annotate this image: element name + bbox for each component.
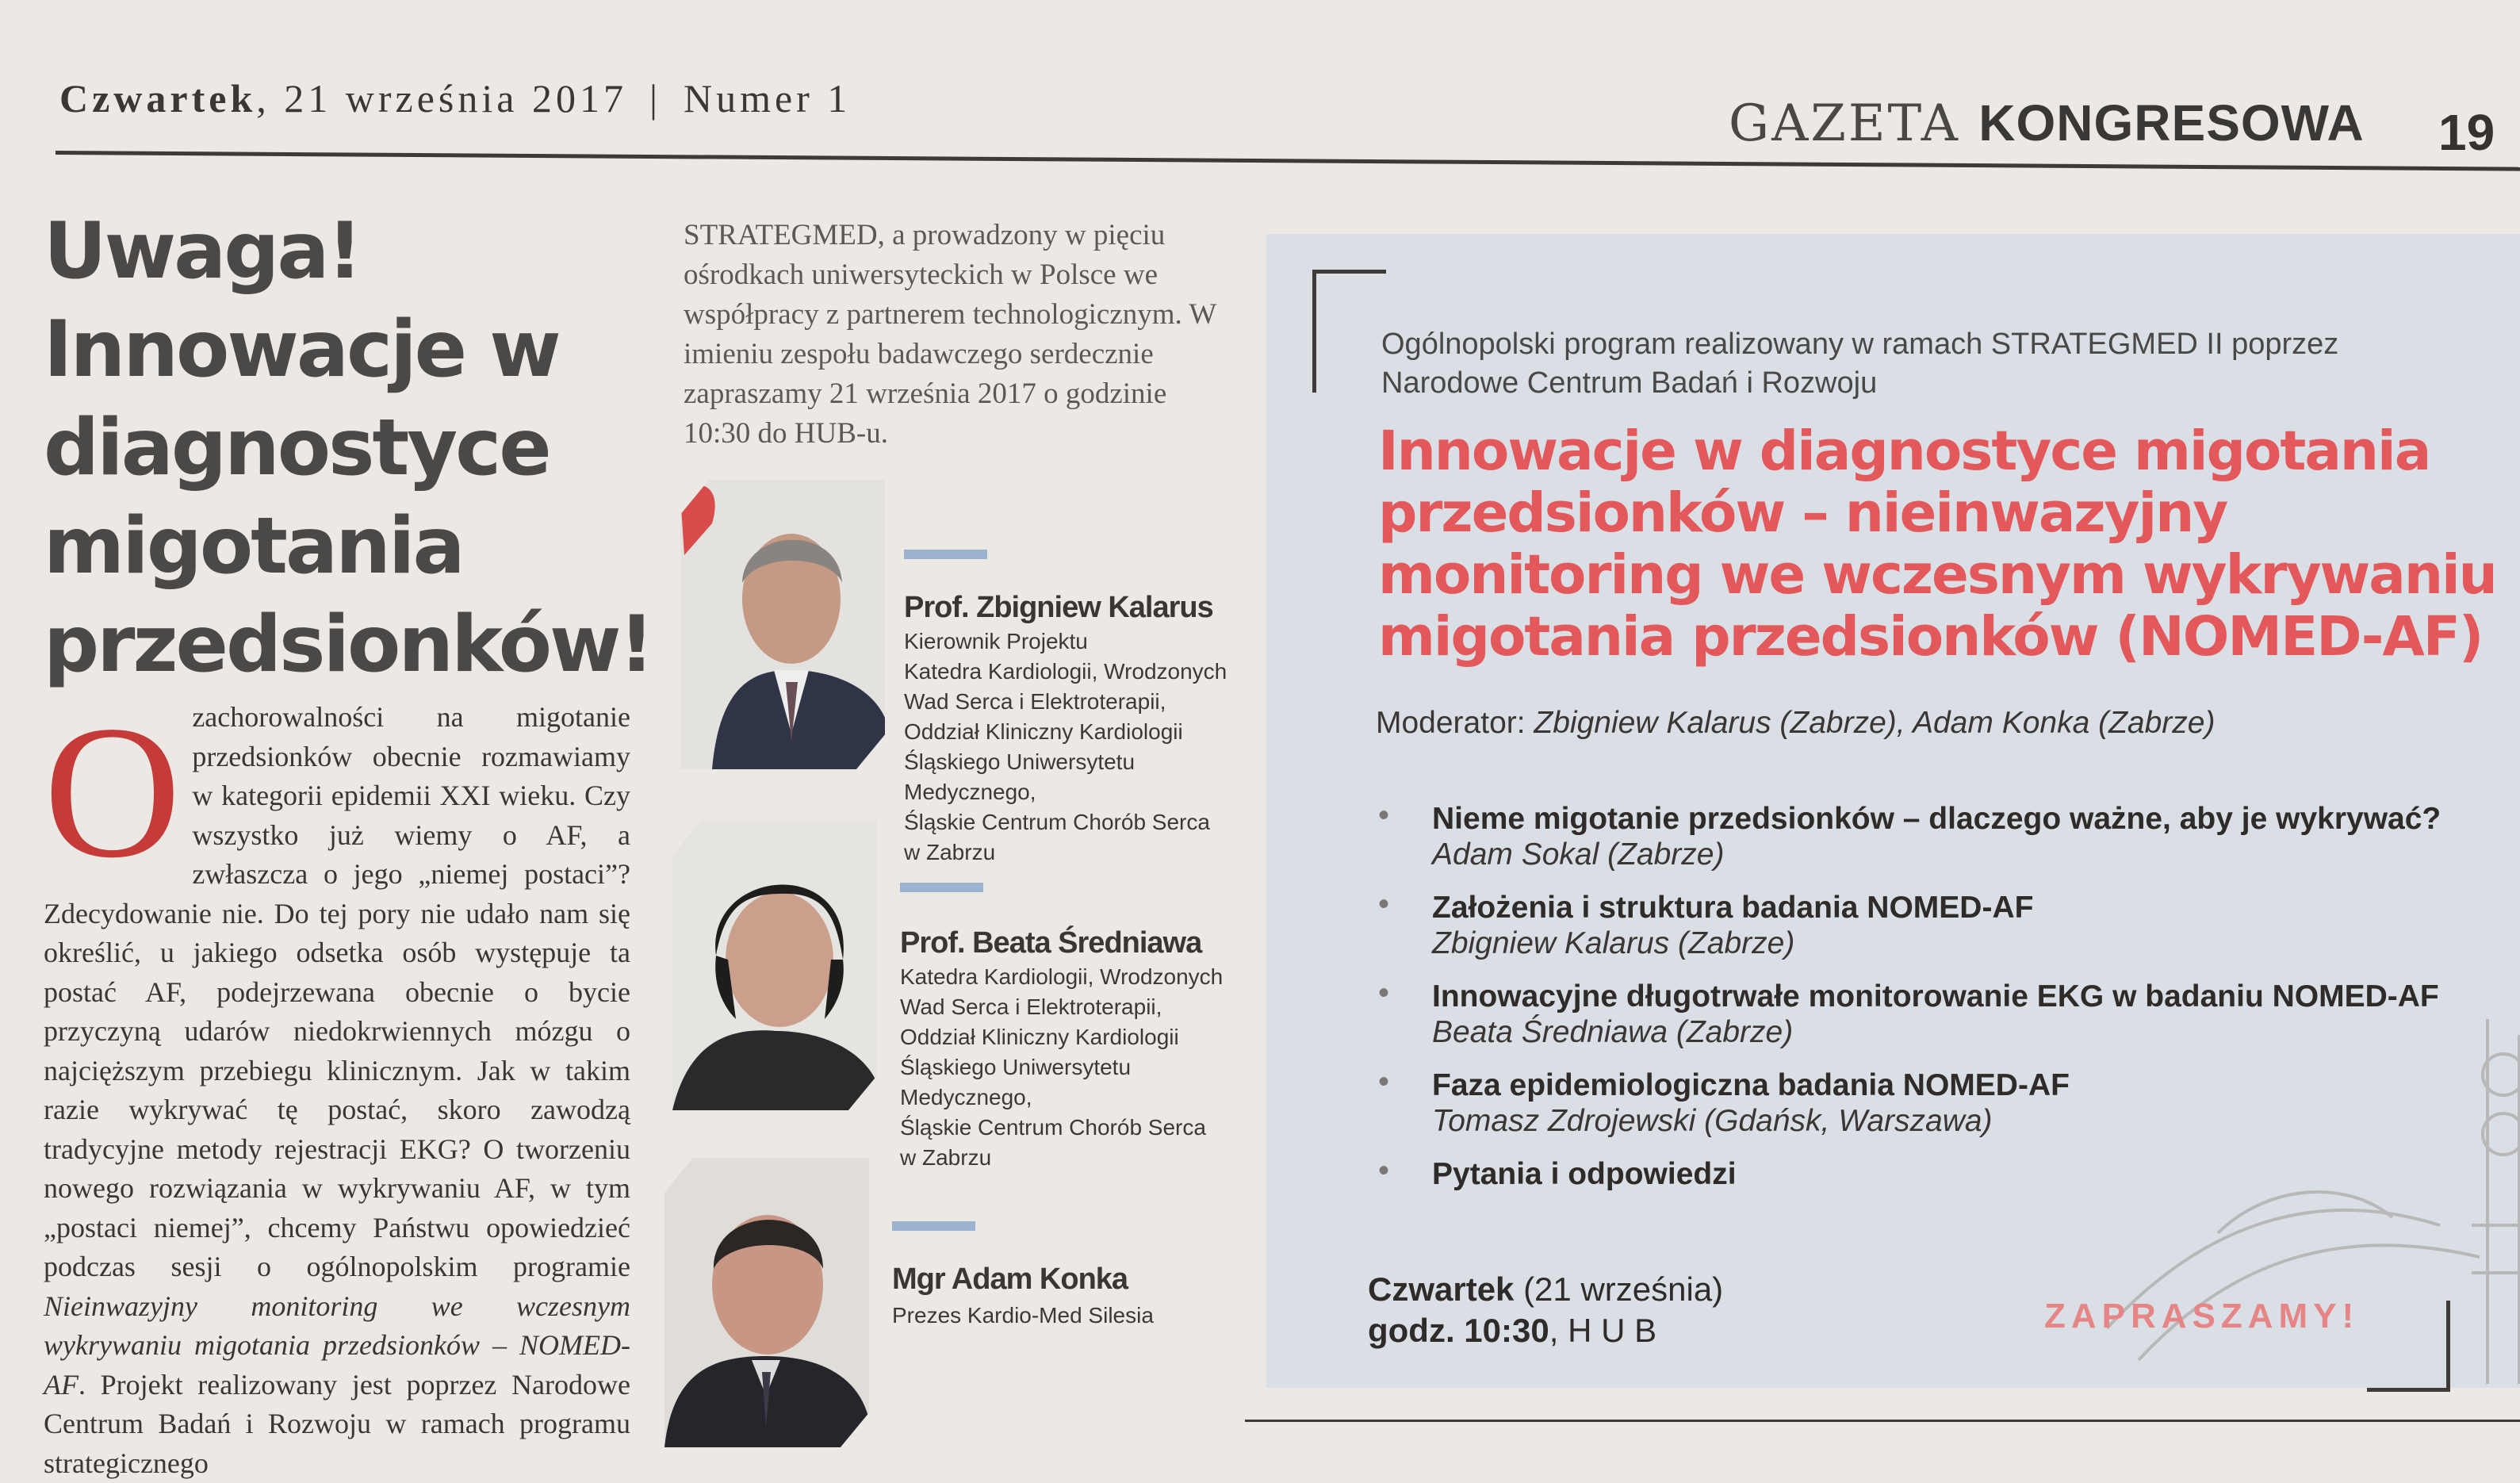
event-when	[1368, 1269, 1723, 1351]
page-number: 19	[2438, 104, 2495, 161]
agenda-item	[1378, 1156, 2488, 1193]
program-name: Nieinwazyjny monitoring we wczesnym wykrywaniu migotania przedsionków – NOMED-AF	[44, 1289, 630, 1401]
issue-number: Numer 1	[683, 76, 852, 121]
newspaper-name-light: GAZETA	[1729, 94, 1979, 153]
speaker-photo-konka	[664, 1158, 869, 1447]
event-day: Czwartek	[1368, 1270, 1515, 1308]
portrait-icon	[680, 480, 885, 769]
event-date: (21 września)	[1514, 1270, 1724, 1308]
frame-corner-top-left	[1312, 270, 1386, 393]
masthead-rule	[56, 151, 2520, 171]
article-body	[44, 686, 630, 1483]
event-time: godz. 10:30	[1368, 1312, 1549, 1349]
speaker-name-sredniawa: Prof. Beata Średniawa	[900, 926, 1202, 960]
speaker-name-kalarus: Prof. Zbigniew Kalarus	[904, 591, 1213, 624]
newspaper-name-bold: KONGRESOWA	[1978, 94, 2365, 151]
agenda-talk: • Założenia i struktura badania NOMED-AF	[1432, 891, 2034, 925]
speaker-accent-bar	[900, 883, 983, 892]
article-body-text: zachorowalności na migotanie przedsionków obecnie rozmawiamy w kategorii epidemii XXI wieku. Czy wszystko już wiemy o AF, a zwłaszcza o jego „niemej postaci”? Zdecydowanie nie. Do tej pory nie udało nam się określić, u jakiego odsetka osób występuje ta postać AF, podejrzewana obecnie o bycie przyczyną udarów niedokrwiennych mózgu o najcięższym przebiegu klinicznym. Jak w takim razie wykrywać tę postać, skoro zawodzą tradycyjne metody rejestracji EKG? O tworzeniu nowego rozwiązania w wykrywaniu AF, w tym „postaci niemej”, chcemy Państwu opowiedzieć podczas sesji o ogólnopolskim programie	[44, 701, 630, 1282]
event-time-line	[1368, 1310, 1723, 1351]
speaker-affiliation-kalarus: Kierownik Projektu Katedra Kardiologii, Wrodzonych Wad Serca i Elektroterapii, Oddział Kliniczny Kardiologii Śląskiego Uniwersytetu Medycznego, Śląskie Centrum Chorób Serca w Zabrzu	[904, 629, 1227, 864]
agenda-speaker: Beata Średniawa (Zabrze)	[1432, 1015, 1794, 1049]
agenda-talk: • Faza epidemiologiczna badania NOMED-AF	[1432, 1068, 2070, 1102]
speaker-photo-kalarus	[680, 480, 885, 769]
agenda-list	[1378, 801, 2488, 1210]
event-place: , H U B	[1549, 1312, 1657, 1349]
agenda-item	[1378, 890, 2488, 961]
invite-text: ZAPRASZAMY!	[2044, 1297, 2360, 1335]
speaker-name-konka: Mgr Adam Konka	[892, 1263, 1128, 1296]
portrait-icon	[664, 1158, 869, 1447]
moderator-label: Moderator:	[1376, 706, 1534, 740]
agenda-speaker: Zbigniew Kalarus (Zabrze)	[1432, 926, 1795, 960]
speaker-affiliation-sredniawa: Katedra Kardiologii, Wrodzonych Wad Serca i Elektroterapii, Oddział Kliniczny Kardiologii Śląskiego Uniwersytetu Medycznego, Śląskie Centrum Chorób Serca w Zabrzu	[900, 964, 1224, 1170]
speaker-accent-bar	[892, 1221, 975, 1231]
agenda-speaker: Adam Sokal (Zabrze)	[1432, 837, 1725, 872]
agenda-item	[1378, 979, 2488, 1050]
speaker-accent-bar	[904, 550, 987, 559]
agenda-talk: • Nieme migotanie przedsionków – dlaczego ważne, aby je wykrywać?	[1432, 802, 2441, 836]
agenda-talk: • Innowacyjne długotrwałe monitorowanie EKG w badaniu NOMED-AF	[1432, 979, 2439, 1014]
article-body-text-end: . Projekt realizowany jest poprzez Narodowe Centrum Badań i Rozwoju w ramach programu strategicznego	[44, 1368, 630, 1479]
article-headline: Uwaga! Innowacje w diagnostyce migotania przedsionków!	[44, 206, 653, 690]
bottom-rule	[1245, 1420, 2520, 1422]
agenda-speaker: Tomasz Zdrojewski (Gdańsk, Warszawa)	[1432, 1104, 1993, 1138]
speaker-photo-sredniawa	[672, 821, 877, 1110]
frame-corner-bottom-right	[2367, 1301, 2450, 1392]
event-day-line	[1368, 1269, 1723, 1310]
agenda-item	[1378, 801, 2488, 872]
newspaper-name	[1729, 94, 2365, 153]
program-intro: Ogólnopolski program realizowany w ramach STRATEGMED II poprzez Narodowe Centrum Badań i Rozwoju	[1381, 328, 2339, 400]
moderator-line	[1376, 706, 2215, 741]
issue-date-text: , 21 września 2017	[256, 76, 627, 121]
issue-day: Czwartek	[59, 76, 257, 121]
agenda-item	[1378, 1067, 2488, 1139]
portrait-icon	[672, 821, 877, 1110]
speaker-affiliation-konka: Prezes Kardio-Med Silesia	[892, 1303, 1154, 1328]
agenda-talk: • Pytania i odpowiedzi	[1432, 1157, 1737, 1191]
article-continuation: STRATEGMED, a prowadzony w pięciu ośrodkach uniwersyteckich w Polsce we współpracy z partnerem technologicznym. W imieniu zespołu badawczego serdecznie zapraszamy 21 września 2017 o godzinie 10:30 do HUB-u.	[684, 219, 1216, 450]
drop-cap: O	[44, 686, 182, 897]
moderator-names: Zbigniew Kalarus (Zabrze), Adam Konka (Zabrze)	[1534, 706, 2216, 740]
masthead-separator: |	[649, 76, 661, 121]
issue-date	[59, 75, 851, 121]
event-title: Innowacje w diagnostyce migotania przedsionków – nieinwazyjny monitoring we wczesnym wykrywaniu migotania przedsionków (NOMED-AF)	[1378, 420, 2496, 669]
